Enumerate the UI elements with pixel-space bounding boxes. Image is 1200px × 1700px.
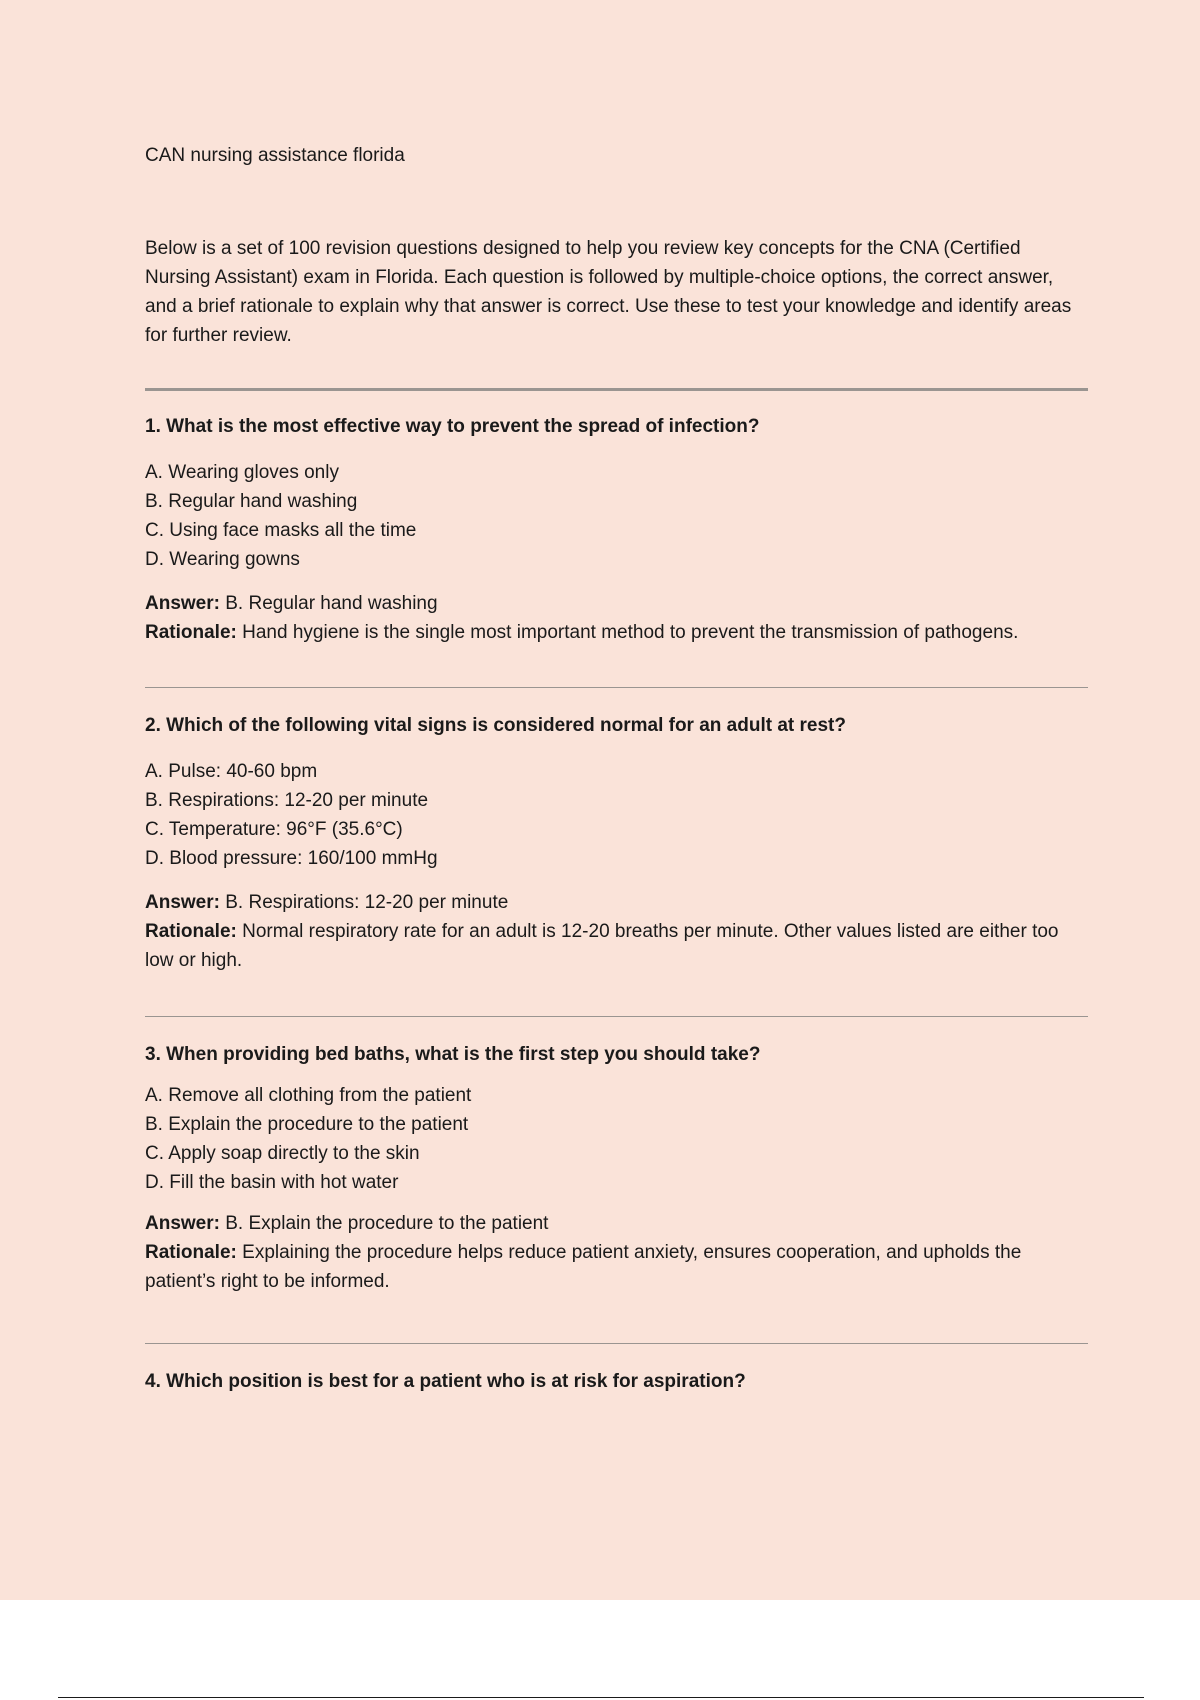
rationale-text: Normal respiratory rate for an adult is 12-20 breaths per minute. Other values listed are either too low or high. [145,921,1059,971]
option-a: A. Remove all clothing from the patient [145,1085,472,1106]
option-d: D. Wearing gowns [145,549,300,570]
answer-text: B. Respirations: 12-20 per minute [225,892,509,913]
answer-block [145,888,1090,975]
rationale-text: Hand hygiene is the single most important method to prevent the transmission of pathogens. [242,622,1019,643]
question-title: 2. Which of the following vital signs is considered normal for an adult at rest? [145,715,846,736]
rationale-text: Explaining the procedure helps reduce patient anxiety, ensures cooperation, and upholds the patient’s right to be informed. [145,1242,1022,1292]
intro-paragraph: Below is a set of 100 revision questions designed to help you review key concepts for the CNA (Certified Nursing Assistant) exam in Florida. Each question is followed by multiple-choice options, the correct answer, and a brief rationale to explain why that answer is correct. Use these to test your knowledge and identify areas for further review. [145,238,1072,346]
question-2 [145,712,1090,975]
option-c: C. Temperature: 96°F (35.6°C) [145,819,403,840]
divider [145,388,1088,391]
divider [145,1343,1088,1344]
option-a: A. Pulse: 40-60 bpm [145,761,318,782]
option-b: B. Regular hand washing [145,491,358,512]
document-title: CAN nursing assistance florida [145,145,405,166]
answer-label: Answer: [145,892,220,913]
options-list [145,458,1090,574]
option-c: C. Using face masks all the time [145,520,417,541]
divider [145,687,1088,688]
options-list [145,757,1090,873]
options-list [145,1081,1090,1197]
rationale-label: Rationale: [145,1242,237,1263]
question-1 [145,413,1090,647]
answer-text: B. Regular hand washing [225,593,438,614]
answer-block [145,1209,1090,1296]
question-title: 4. Which position is best for a patient who is at risk for aspiration? [145,1371,746,1392]
answer-text: B. Explain the procedure to the patient [225,1213,549,1234]
footer-divider [58,1697,1144,1698]
option-d: D. Fill the basin with hot water [145,1172,399,1193]
rationale-label: Rationale: [145,921,237,942]
answer-label: Answer: [145,1213,220,1234]
divider [145,1016,1088,1017]
question-title: 3. When providing bed baths, what is the first step you should take? [145,1044,761,1065]
rationale-label: Rationale: [145,622,237,643]
option-a: A. Wearing gloves only [145,462,339,483]
option-b: B. Explain the procedure to the patient [145,1114,469,1135]
question-3 [145,1041,1090,1296]
option-b: B. Respirations: 12-20 per minute [145,790,429,811]
question-4 [145,1368,1090,1396]
answer-block [145,589,1090,647]
option-d: D. Blood pressure: 160/100 mmHg [145,848,438,869]
answer-label: Answer: [145,593,220,614]
option-c: C. Apply soap directly to the skin [145,1143,420,1164]
question-title: 1. What is the most effective way to prevent the spread of infection? [145,416,760,437]
